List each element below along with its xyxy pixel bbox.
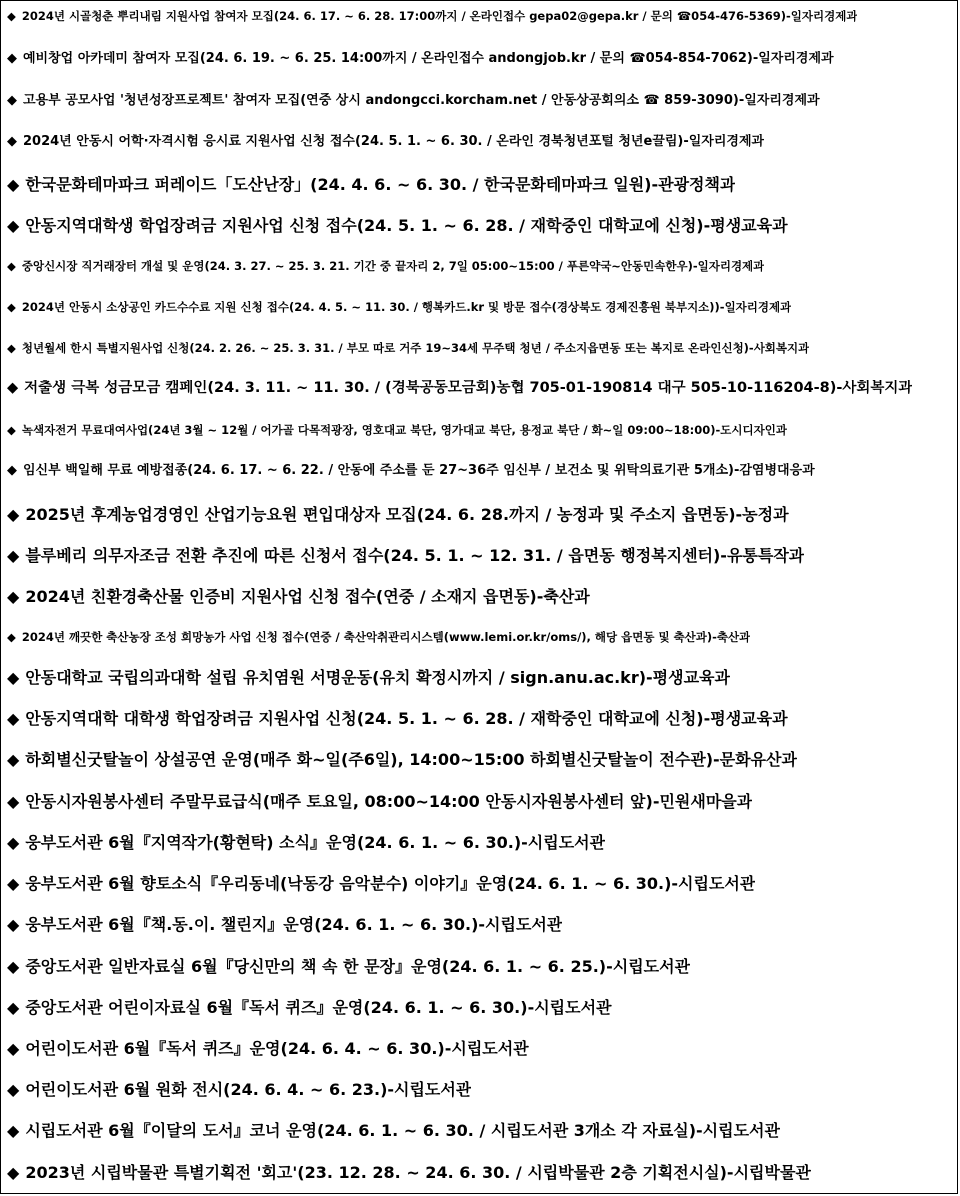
notice-item bbox=[7, 51, 834, 67]
diamond-bullet-icon: ◆ bbox=[7, 380, 19, 396]
diamond-bullet-icon: ◆ bbox=[7, 957, 20, 976]
diamond-bullet-icon: ◆ bbox=[7, 998, 20, 1017]
diamond-bullet-icon: ◆ bbox=[7, 505, 20, 524]
diamond-bullet-icon: ◆ bbox=[7, 915, 20, 934]
notice-text: 중앙도서관 일반자료실 6월『당신만의 책 속 한 문장』운영(24. 6. 1. ~ 6. 25.)-시립도서관 bbox=[25, 957, 691, 976]
diamond-bullet-icon: ◆ bbox=[7, 10, 16, 23]
notice-item bbox=[7, 175, 735, 194]
notice-text: 웅부도서관 6월『책.동.이. 챌린지』운영(24. 6. 1. ~ 6. 30.)-시립도서관 bbox=[25, 915, 563, 934]
notice-text: 안동시자원봉사센터 주말무료급식(매주 토요일, 08:00~14:00 안동시자원봉사센터 앞)-민원새마을과 bbox=[25, 792, 753, 811]
notice-text: 2024년 시골청춘 뿌리내림 지원사업 참여자 모집(24. 6. 17. ~ 6. 28. 17:00까지 / 온라인접수 gepa02@gepa.kr / 문의 ☎054-476-5369)-일자리경제과 bbox=[21, 10, 858, 23]
diamond-bullet-icon: ◆ bbox=[7, 175, 20, 194]
notice-item bbox=[7, 301, 791, 315]
notice-text: 2024년 친환경축산물 인증비 지원사업 신청 접수(연중 / 소재지 읍면동)-축산과 bbox=[25, 587, 590, 606]
notice-text: 고용부 공모사업 '청년성장프로젝트' 참여자 모집(연중 상시 andongcci.korcham.net / 안동상공회의소 ☎ 859-3090)-일자리경제과 bbox=[23, 93, 820, 108]
diamond-bullet-icon: ◆ bbox=[7, 463, 17, 478]
notice-text: 임신부 백일해 무료 예방접종(24. 6. 17. ~ 6. 22. / 안동에 주소를 둔 27~36주 임신부 / 보건소 및 위탁의료기관 5개소)-감염병대응과 bbox=[23, 463, 815, 478]
notice-item bbox=[7, 1039, 529, 1058]
diamond-bullet-icon: ◆ bbox=[7, 1163, 20, 1182]
notice-item bbox=[7, 463, 815, 479]
diamond-bullet-icon: ◆ bbox=[7, 1039, 20, 1058]
diamond-bullet-icon: ◆ bbox=[7, 424, 16, 437]
notice-item bbox=[7, 792, 752, 811]
diamond-bullet-icon: ◆ bbox=[7, 93, 17, 108]
notice-item bbox=[7, 10, 857, 24]
notice-item bbox=[7, 874, 755, 893]
notice-item bbox=[7, 998, 612, 1017]
notice-item bbox=[7, 668, 730, 687]
notice-text: 어린이도서관 6월 원화 전시(24. 6. 4. ~ 6. 23.)-시립도서관 bbox=[25, 1080, 472, 1099]
notice-text: 2024년 깨끗한 축산농장 조성 희망농가 사업 신청 접수(연중 / 축산악취관리시스템(www.lemi.or.kr/oms/), 해당 읍면동 및 축산과)-축산과 bbox=[21, 631, 751, 644]
notice-text: 중앙도서관 어린이자료실 6월『독서 퀴즈』운영(24. 6. 1. ~ 6. 30.)-시립도서관 bbox=[25, 998, 612, 1017]
notice-item bbox=[7, 957, 690, 976]
notice-text: 저출생 극복 성금모금 캠페인(24. 3. 11. ~ 11. 30. / (경북공동모금회)농협 705-01-190814 대구 505-10-116204-8)-사회복지과 bbox=[24, 380, 913, 396]
notice-text: 안동지역대학 대학생 학업장려금 지원사업 신청(24. 5. 1. ~ 6. 28. / 재학중인 대학교에 신청)-평생교육과 bbox=[25, 709, 788, 728]
diamond-bullet-icon: ◆ bbox=[7, 631, 16, 644]
notice-text: 2025년 후계농업경영인 산업기능요원 편입대상자 모집(24. 6. 28.까지 / 농정과 및 주소지 읍면동)-농정과 bbox=[25, 505, 789, 524]
diamond-bullet-icon: ◆ bbox=[7, 668, 20, 687]
notice-item bbox=[7, 750, 797, 769]
diamond-bullet-icon: ◆ bbox=[7, 51, 17, 66]
notice-item bbox=[7, 546, 804, 565]
notice-text: 한국문화테마파크 퍼레이드「도산난장」(24. 4. 6. ~ 6. 30. / 한국문화테마파크 일원)-관광정책과 bbox=[25, 175, 736, 194]
diamond-bullet-icon: ◆ bbox=[7, 709, 20, 728]
diamond-bullet-icon: ◆ bbox=[7, 134, 17, 149]
diamond-bullet-icon: ◆ bbox=[7, 792, 20, 811]
diamond-bullet-icon: ◆ bbox=[7, 301, 16, 314]
diamond-bullet-icon: ◆ bbox=[7, 260, 16, 273]
notice-item bbox=[7, 93, 820, 109]
notice-text: 안동지역대학생 학업장려금 지원사업 신청 접수(24. 5. 1. ~ 6. 28. / 재학중인 대학교에 신청)-평생교육과 bbox=[25, 216, 788, 235]
diamond-bullet-icon: ◆ bbox=[7, 874, 20, 893]
notice-item bbox=[7, 1121, 780, 1140]
notice-text: 청년월세 한시 특별지원사업 신청(24. 2. 26. ~ 25. 3. 31. / 부모 따로 거주 19~34세 무주택 청년 / 주소지읍면동 또는 복지로 온라인신청)-사회복지과 bbox=[21, 342, 810, 355]
notice-text: 웅부도서관 6월『지역작가(황현탁) 소식』운영(24. 6. 1. ~ 6. 30.)-시립도서관 bbox=[25, 833, 606, 852]
notice-text: 녹색자전거 무료대여사업(24년 3월 ~ 12월 / 어가골 다목적광장, 영호대교 북단, 영가대교 북단, 용정교 북단 / 화~일 09:00~18:00)-도시디자인과 bbox=[21, 424, 787, 437]
diamond-bullet-icon: ◆ bbox=[7, 587, 20, 606]
notice-text: 예비창업 아카데미 참여자 모집(24. 6. 19. ~ 6. 25. 14:00까지 / 온라인접수 andongjob.kr / 문의 ☎054-854-7062)-일자리경제과 bbox=[23, 51, 834, 66]
notice-item bbox=[7, 587, 590, 606]
notice-item bbox=[7, 631, 750, 645]
notice-item bbox=[7, 342, 809, 356]
diamond-bullet-icon: ◆ bbox=[7, 750, 20, 769]
notice-item bbox=[7, 424, 787, 438]
notice-text: 안동대학교 국립의과대학 설립 유치염원 서명운동(유치 확정시까지 / sign.anu.ac.kr)-평생교육과 bbox=[25, 668, 730, 687]
notice-item bbox=[7, 134, 764, 150]
notice-text: 2024년 안동시 소상공인 카드수수료 지원 신청 접수(24. 4. 5. ~ 11. 30. / 행복카드.kr 및 방문 접수(경상북도 경제진흥원 북부지소))-일자리경제과 bbox=[21, 301, 792, 314]
notice-item bbox=[7, 380, 912, 397]
notice-item bbox=[7, 1080, 471, 1099]
notice-item bbox=[7, 216, 788, 235]
diamond-bullet-icon: ◆ bbox=[7, 1121, 20, 1140]
notice-text: 중앙신시장 직거래장터 개설 및 운영(24. 3. 27. ~ 25. 3. 21. 기간 중 끝자리 2, 7일 05:00~15:00 / 푸른약국~안동민속한우)-일자리경제과 bbox=[21, 260, 765, 273]
notice-text: 블루베리 의무자조금 전환 추진에 따른 신청서 접수(24. 5. 1. ~ 12. 31. / 읍면동 행정복지센터)-유통특작과 bbox=[25, 546, 805, 565]
diamond-bullet-icon: ◆ bbox=[7, 342, 16, 355]
notice-item bbox=[7, 505, 789, 524]
notice-text: 2024년 안동시 어학·자격시험 응시료 지원사업 신청 접수(24. 5. 1. ~ 6. 30. / 온라인 경북청년포털 청년e끌림)-일자리경제과 bbox=[23, 134, 765, 149]
diamond-bullet-icon: ◆ bbox=[7, 546, 20, 565]
notice-item bbox=[7, 260, 764, 274]
diamond-bullet-icon: ◆ bbox=[7, 216, 20, 235]
notice-text: 웅부도서관 6월 향토소식『우리동네(낙동강 음악분수) 이야기』운영(24. 6. 1. ~ 6. 30.)-시립도서관 bbox=[25, 874, 756, 893]
notice-text: 시립도서관 6월『이달의 도서』코너 운영(24. 6. 1. ~ 6. 30. / 시립도서관 3개소 각 자료실)-시립도서관 bbox=[25, 1121, 780, 1140]
notice-item bbox=[7, 915, 562, 934]
notice-item bbox=[7, 709, 788, 728]
notice-item bbox=[7, 1163, 811, 1182]
notice-text: 하회별신굿탈놀이 상설공연 운영(매주 화~일(주6일), 14:00~15:00 하회별신굿탈놀이 전수관)-문화유산과 bbox=[25, 750, 797, 769]
diamond-bullet-icon: ◆ bbox=[7, 1080, 20, 1099]
notice-text: 어린이도서관 6월『독서 퀴즈』운영(24. 6. 4. ~ 6. 30.)-시립도서관 bbox=[25, 1039, 529, 1058]
notice-text: 2023년 시립박물관 특별기획전 '회고'(23. 12. 28. ~ 24. 6. 30. / 시립박물관 2층 기획전시실)-시립박물관 bbox=[25, 1163, 811, 1182]
diamond-bullet-icon: ◆ bbox=[7, 833, 20, 852]
notice-item bbox=[7, 833, 605, 852]
